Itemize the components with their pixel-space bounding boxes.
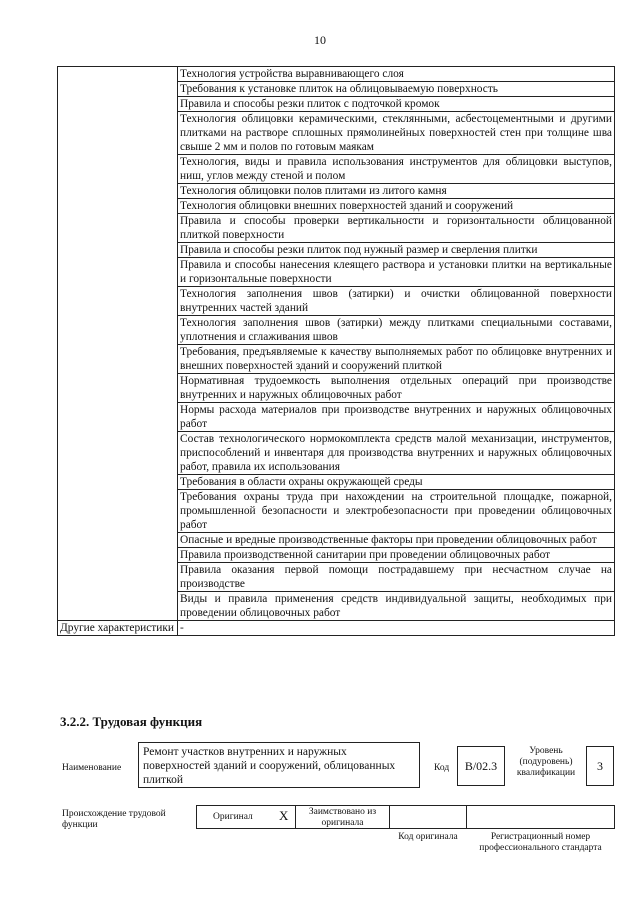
requirements-table [57, 66, 615, 636]
requirement-text: Виды и правила применения средств индивидуальной защиты, необходимых при проведении облицовочных работ [178, 592, 615, 621]
other-label: Другие характеристики [58, 621, 178, 636]
original-label: Оригинал [213, 812, 253, 822]
requirement-text: Правила производственной санитарии при проведении облицовочных работ [178, 548, 615, 563]
requirement-text: Опасные и вредные производственные факторы при проведении облицовочных работ [178, 533, 615, 548]
other-value: - [178, 621, 615, 636]
original-code-label: Код оригинала [398, 832, 458, 842]
requirement-text: Требования в области охраны окружающей среды [178, 475, 615, 490]
requirement-text: Технология заполнения швов (затирки) между плитками специальными составами, уплотнения и сглаживания швов [178, 316, 615, 345]
section-title: 3.2.2. Трудовая функция [60, 714, 203, 729]
qualification-level: 3 [586, 746, 614, 786]
requirement-text: Правила оказания первой помощи пострадавшему при несчастном случае на производстве [178, 563, 615, 592]
requirement-row [58, 67, 615, 82]
requirement-text: Состав технологического нормокомплекта средств малой механизации, инструментов, приспособлений и инвентаря для производства внутренних и наружных облицовочных работ, правила их использования [178, 432, 615, 475]
requirement-text: Технология облицовки полов плитами из литого камня [178, 184, 615, 199]
origin-label: Происхождение трудовой функции [62, 809, 166, 830]
requirement-text: Нормативная трудоемкость выполнения отдельных операций при производстве внутренних и наружных облицовочных работ [178, 374, 615, 403]
reg-number-label: Регистрационный номер профессионального стандарта [479, 832, 602, 853]
original-mark: X [279, 808, 289, 823]
requirement-text: Требования охраны труда при нахождении на строительной площадке, пожарной, промышленной безопасности и электробезопасности при проведении облицовочных работ [178, 490, 615, 533]
function-code: B/02.3 [457, 746, 505, 786]
requirement-text: Правила и способы нанесения клеящего раствора и установки плитки на вертикальные и горизонтальные поверхности [178, 258, 615, 287]
requirement-text: Требования к установке плиток на облицовываемую поверхность [178, 82, 615, 97]
requirement-text: Технология, виды и правила использования инструментов для облицовки выступов, ниш, углов между стеной и полом [178, 155, 615, 184]
borrowed-cell: Заимствовано из оригинала [295, 805, 390, 829]
requirement-text: Технология облицовки керамическими, стеклянными, асбестоцементными и другими плитками на растворе сплошных прямолинейных поверхностей стен при толщине шва свыше 2 мм и полов по готовым маякам [178, 112, 615, 155]
function-name: Ремонт участков внутренних и наружных поверхностей зданий и сооружений, облицованных плиткой [138, 742, 420, 788]
requirement-text: Правила и способы резки плиток под нужный размер и сверления плитки [178, 243, 615, 258]
page-number: 10 [314, 33, 326, 47]
requirement-text: Технология устройства выравнивающего слоя [178, 67, 615, 82]
other-row [58, 621, 615, 636]
reg-number-cell [466, 805, 615, 829]
requirement-text: Правила и способы проверки вертикальности и горизонтальности облицованной плиткой поверхности [178, 214, 615, 243]
requirement-text: Требования, предъявляемые к качеству выполняемых работ по облицовке внутренних и внешних поверхностей зданий и сооружений плиткой [178, 345, 615, 374]
code-label: Код [434, 763, 450, 773]
original-cell [196, 805, 296, 829]
requirement-text: Правила и способы резки плиток с подточкой кромок [178, 97, 615, 112]
requirements-label-cell [58, 67, 178, 621]
requirement-text: Технология облицовки внешних поверхностей зданий и сооружений [178, 199, 615, 214]
requirement-text: Нормы расхода материалов при производстве внутренних и наружных облицовочных работ [178, 403, 615, 432]
level-label: Уровень (подуровень) квалификации [516, 746, 576, 778]
name-label: Наименование [62, 763, 122, 773]
requirement-text: Технология заполнения швов (затирки) и очистки облицованной поверхности внутренних частей зданий [178, 287, 615, 316]
original-code-cell [389, 805, 467, 829]
